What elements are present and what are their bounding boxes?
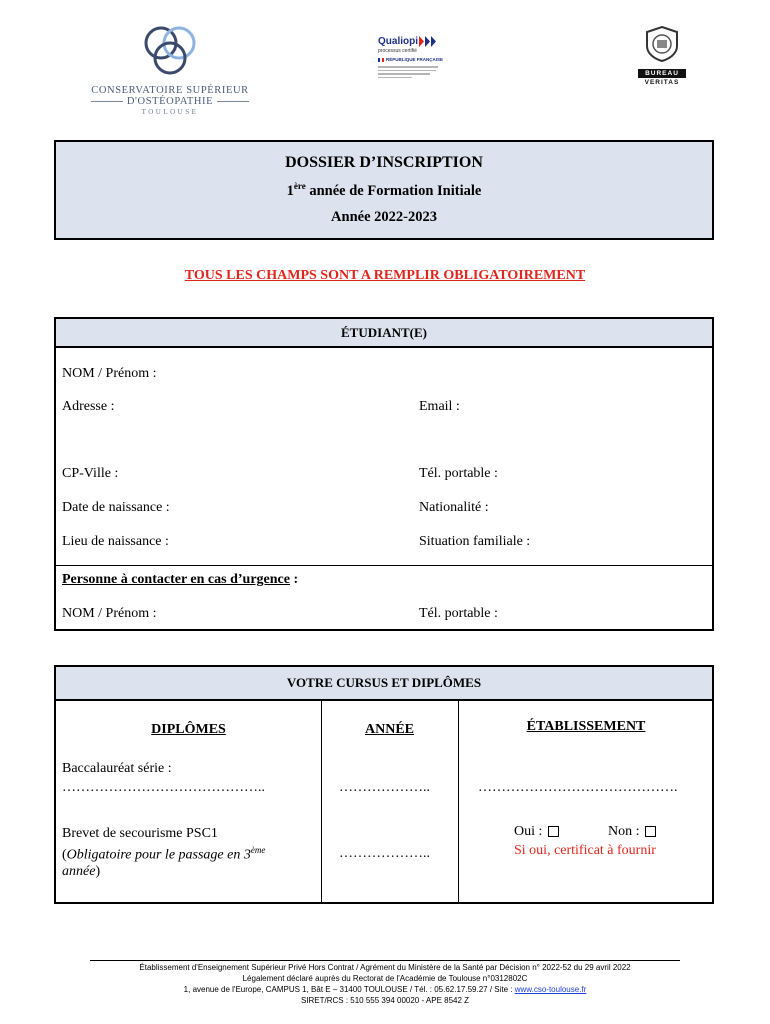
french-flag-icon [378,58,384,62]
cso-logo [80,22,260,116]
student-name-field[interactable]: NOM / Prénom : [62,366,157,381]
footer-line4: SIRET/RCS : 510 555 394 00020 - APE 8542 Z [300,996,470,1005]
bureau-veritas-logo [638,26,686,86]
student-section [54,317,714,631]
qualiopi-brand: Qualiopi [378,36,418,47]
footer-line2: Légalement déclaré auprès du Rectorat de l'Académie de Toulouse n°0312802C [242,974,528,983]
bac-etablissement-input[interactable]: ……………………………………. [478,780,678,795]
certificate-note: Si oui, certificat à fournir [514,843,656,858]
qualiopi-fine-print [378,66,458,78]
document-subtitle: 1ère année de Formation Initiale [286,181,482,199]
footer-line3: 1, avenue de l'Europe, CAMPUS 1, Bât E – 31400 TOULOUSE / Tél. : 05.62.17.59.27 / Site : www.cso-toulouse.fr [183,985,587,994]
bac-serie-input[interactable]: …………………………………….. [62,780,265,795]
website-link[interactable]: www.cso-toulouse.fr [514,985,587,994]
student-address-field[interactable]: Adresse : [62,399,115,414]
col-header-diplomes: DIPLÔMES [151,722,226,737]
document-title: DOSSIER D’INSCRIPTION [285,154,483,171]
qualiopi-arrows-icon [419,36,437,47]
col-header-annee: ANNÉE [364,722,414,737]
cso-logo-line1: CONSERVATOIRE SUPÉRIEUR [91,85,249,96]
non-option[interactable]: Non : [608,824,656,840]
student-email-field[interactable]: Email : [419,399,460,414]
col-header-etablissement: ÉTABLISSEMENT [526,719,646,734]
title-box [54,140,714,240]
psc1-note-line2: année) [62,864,101,879]
non-checkbox[interactable] [645,826,656,837]
republique-francaise: RÉPUBLIQUE FRANÇAISE [378,57,458,62]
psc1-annee-input[interactable]: ……………….. [339,846,430,861]
qualiopi-subtitle: processus certifié [378,48,417,54]
bac-label: Baccalauréat série : [62,761,172,776]
footer [0,962,770,1006]
cso-logo-line2: D'OSTÉOPATHIE [80,96,260,107]
qualiopi-logo [378,36,458,80]
emergency-divider [56,565,712,566]
cso-emblem-icon [135,22,205,78]
bureau-veritas-line2: VERITAS [644,79,680,86]
emergency-name-field[interactable]: NOM / Prénom : [62,606,157,621]
nationality-field[interactable]: Nationalité : [419,500,489,515]
footer-line1: Établissement d'Enseignement Supérieur Privé Hors Contrat / Agrément du Ministère de la Santé par Décision n° 2022-52 du 29 avril 2022 [139,963,631,972]
birth-place-field[interactable]: Lieu de naissance : [62,534,169,549]
psc1-note: (Obligatoire pour le passage en 3ème [62,845,266,863]
psc1-label: Brevet de secourisme PSC1 [62,826,218,841]
student-mobile-field[interactable]: Tél. portable : [419,466,498,481]
emergency-mobile-field[interactable]: Tél. portable : [419,606,498,621]
academic-year: Année 2022-2023 [331,208,437,225]
cursus-section-heading: VOTRE CURSUS ET DIPLÔMES [56,667,712,701]
student-cp-ville-field[interactable]: CP-Ville : [62,466,119,481]
student-section-heading: ÉTUDIANT(E) [56,319,712,348]
oui-option[interactable]: Oui : [514,824,559,840]
bac-annee-input[interactable]: ……………….. [339,780,430,795]
birth-date-field[interactable]: Date de naissance : [62,500,170,515]
marital-status-field[interactable]: Situation familiale : [419,534,531,549]
oui-checkbox[interactable] [548,826,559,837]
footer-divider [90,960,680,961]
bureau-veritas-line1: BUREAU [638,69,686,78]
cursus-section [54,665,714,904]
mandatory-fields-warning: TOUS LES CHAMPS SONT A REMPLIR OBLIGATOIREMENT [184,268,586,283]
emergency-contact-heading: Personne à contacter en cas d’urgence : [62,572,299,587]
bureau-veritas-seal-icon [645,26,679,62]
cso-logo-line3: TOULOUSE [141,108,199,116]
